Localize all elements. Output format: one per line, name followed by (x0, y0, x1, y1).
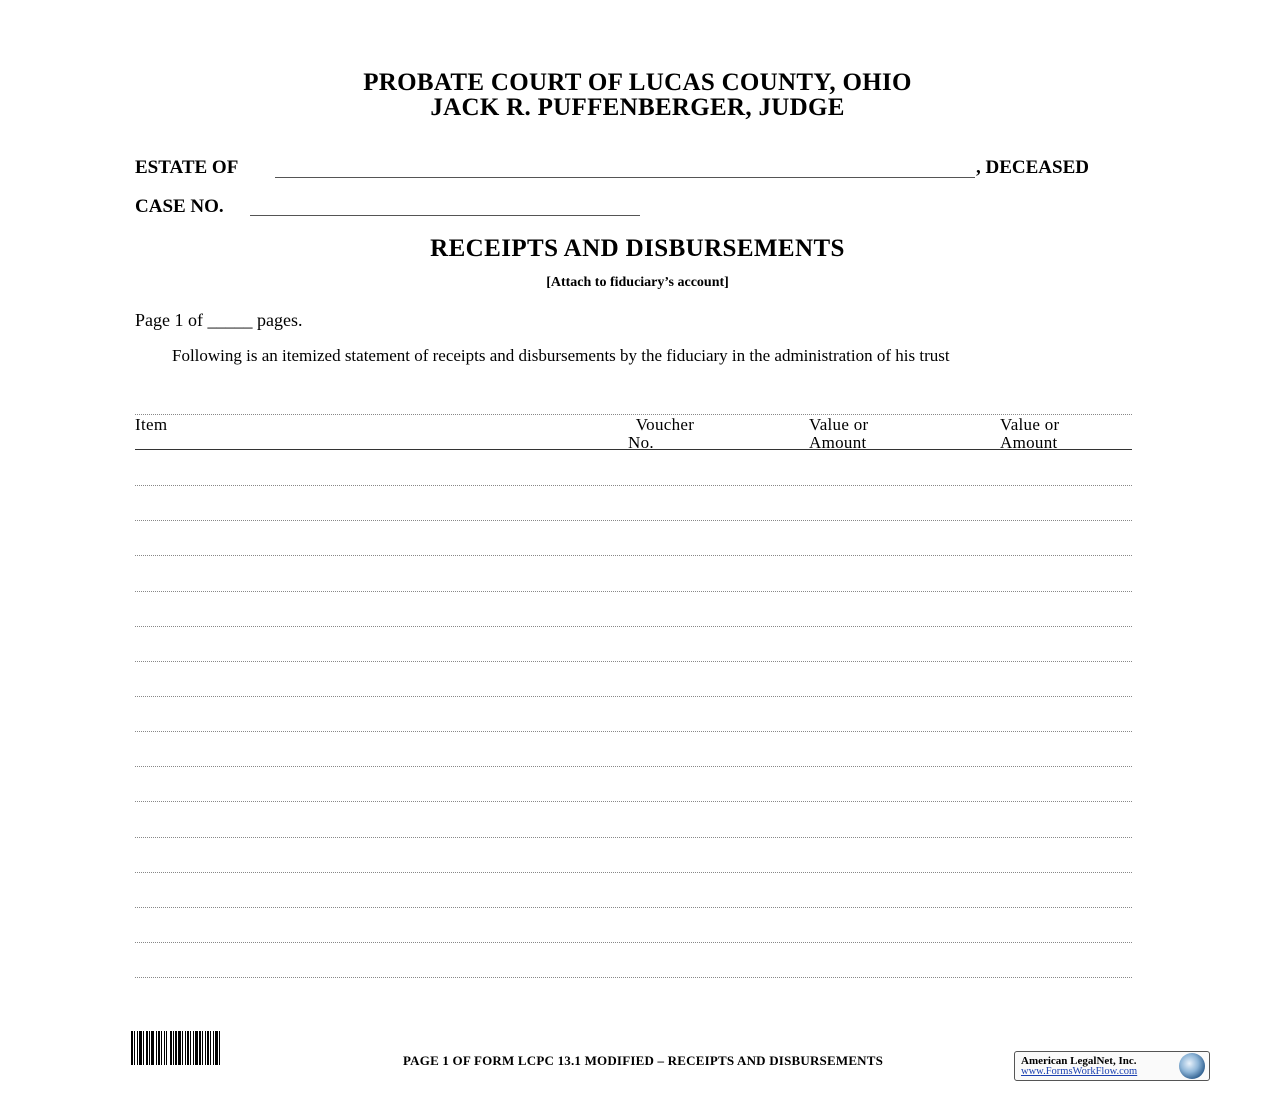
estate-label: ESTATE OF (135, 157, 239, 178)
table-row[interactable] (135, 977, 1132, 978)
column-header-value-1 (809, 416, 869, 452)
table-header-rule (135, 449, 1132, 450)
column-voucher-line2: No. (628, 433, 654, 452)
form-footer-label: PAGE 1 OF FORM LCPC 13.1 MODIFIED – RECEIPTS AND DISBURSEMENTS (403, 1053, 884, 1068)
table-top-rule (135, 414, 1132, 415)
case-number-field[interactable] (250, 215, 640, 216)
table-row[interactable] (135, 942, 1132, 943)
column-header-value-2 (1000, 416, 1060, 452)
judge-name: JACK R. PUFFENBERGER, JUDGE (430, 94, 845, 121)
vendor-link[interactable]: www.FormsWorkFlow.com (1021, 1066, 1138, 1077)
form-title: RECEIPTS AND DISBURSEMENTS (430, 235, 845, 262)
vendor-name: American LegalNet, Inc. (1021, 1055, 1137, 1067)
page-suffix: pages. (256, 310, 303, 330)
statement-text: Following is an itemized statement of receipts and disbursements by the fiduciary in the administration of his trust (172, 346, 950, 365)
column-value2-line2: Amount (1000, 433, 1058, 452)
page-count-line (135, 310, 302, 331)
barcode-image (131, 1031, 222, 1065)
deceased-label: , DECEASED (976, 157, 1089, 178)
table-row[interactable] (135, 837, 1132, 838)
table-row[interactable] (135, 485, 1132, 486)
form-subtitle: [Attach to fiduciary’s account] (546, 275, 729, 290)
column-value2-line1: Value or (1000, 415, 1060, 434)
court-name: PROBATE COURT OF LUCAS COUNTY, OHIO (363, 69, 912, 96)
table-row[interactable] (135, 801, 1132, 802)
estate-name-field[interactable] (275, 177, 975, 178)
column-item-label: Item (135, 415, 168, 434)
table-row[interactable] (135, 591, 1132, 592)
vendor-logo[interactable] (1014, 1051, 1210, 1081)
total-pages-field[interactable]: _____ (207, 310, 253, 330)
case-number-label: CASE NO. (135, 196, 224, 217)
table-row[interactable] (135, 766, 1132, 767)
column-value1-line2: Amount (809, 433, 867, 452)
column-voucher-line1: Voucher (635, 415, 695, 434)
table-row[interactable] (135, 696, 1132, 697)
table-row[interactable] (135, 731, 1132, 732)
table-row[interactable] (135, 626, 1132, 627)
globe-icon (1179, 1053, 1205, 1079)
table-row[interactable] (135, 872, 1132, 873)
column-value1-line1: Value or (809, 415, 869, 434)
table-row[interactable] (135, 907, 1132, 908)
column-header-item (135, 416, 167, 434)
column-header-voucher (625, 416, 705, 452)
table-row[interactable] (135, 555, 1132, 556)
table-row[interactable] (135, 520, 1132, 521)
table-row[interactable] (135, 661, 1132, 662)
page-prefix: Page 1 of (135, 310, 203, 330)
